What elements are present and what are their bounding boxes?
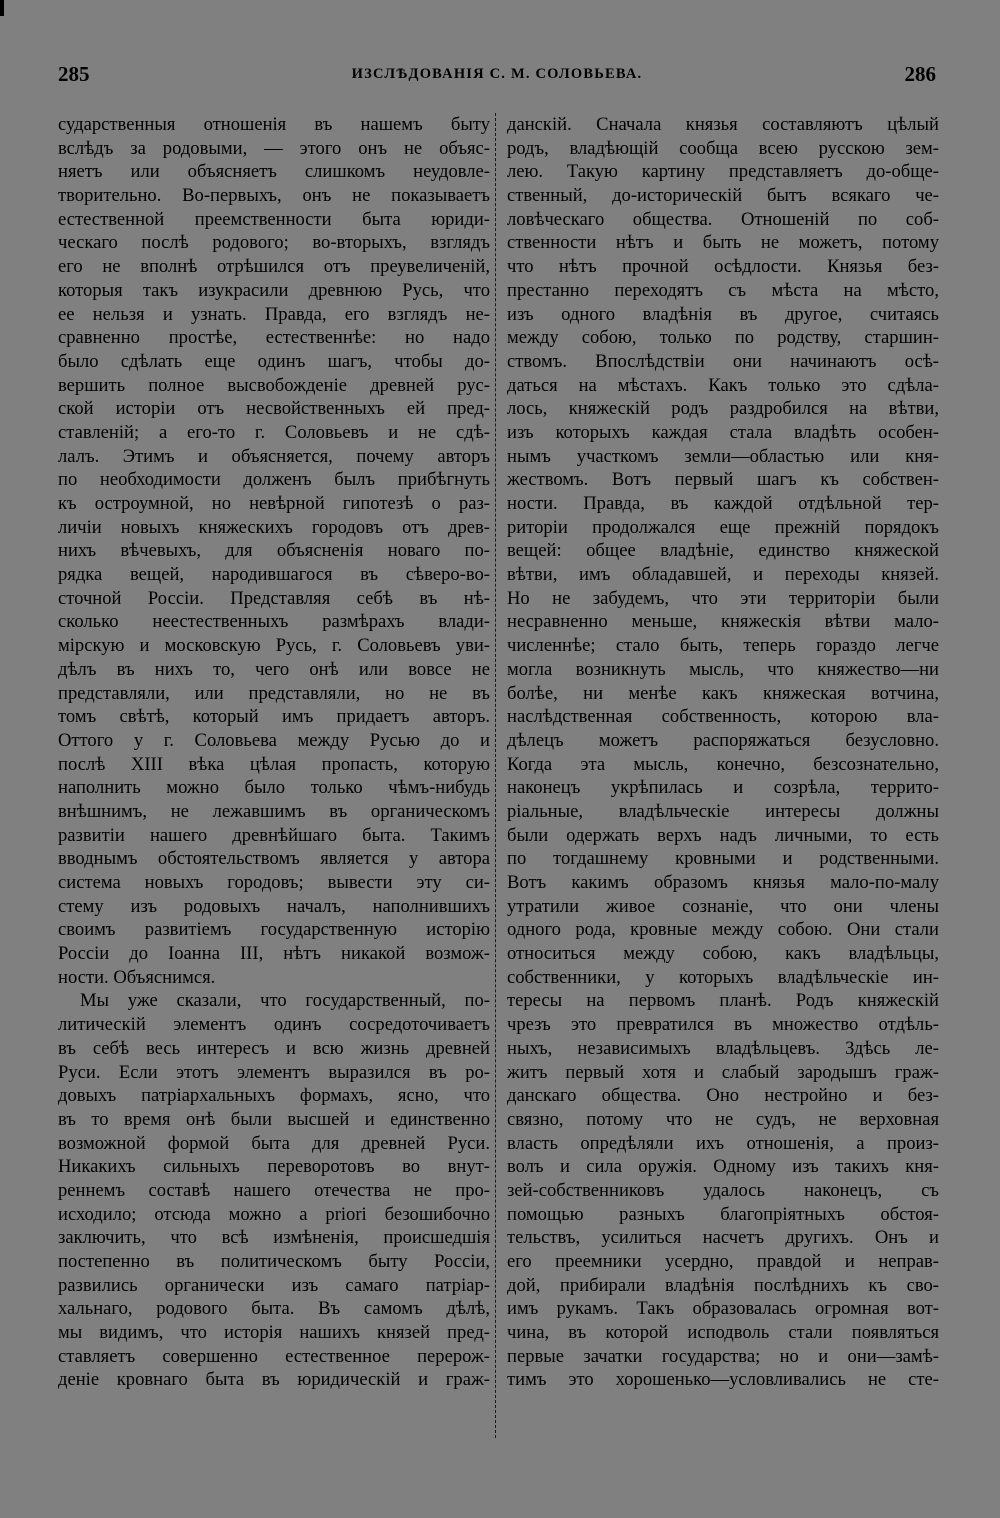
text-line: рядка вещей, народившагося въ сѣверо-во-	[58, 564, 490, 586]
text-line: Вотъ какимъ образомъ князья мало-по-малу	[507, 872, 939, 893]
text-line: родъ, владѣющій сообща всею русскою зем-	[507, 137, 939, 159]
text-line: дой, прибирали владѣнія послѣднихъ къ сво-	[507, 1274, 939, 1296]
text-line: вещей: общее владѣніе, единство княжеской	[507, 540, 939, 562]
text-line: Но не забудемъ, что эти территоріи были	[507, 587, 939, 609]
text-line: своимъ развитіемъ государственную исторію	[58, 919, 490, 941]
text-line: мірскую и московскую Русь, г. Соловьевъ уви-	[58, 635, 490, 657]
page-number-right: 286	[904, 62, 936, 86]
text-line: ставляетъ совершенно естественное перерож-	[58, 1345, 490, 1367]
text-line: Когда эта мысль, конечно, безсознательно,	[507, 753, 939, 775]
text-line: относиться между собою, какъ владѣльцы,	[507, 943, 939, 965]
text-line: болѣе, ни менѣе какъ княжеская вотчина,	[507, 682, 939, 704]
text-line: сточной Россіи. Представляя себѣ въ нѣ-	[58, 587, 490, 609]
text-line: изъ которыхъ каждая стала владѣть особен-	[507, 421, 939, 443]
text-line: тересы на первомъ планѣ. Родъ княжескій	[507, 990, 939, 1012]
column-divider	[495, 113, 496, 1438]
text-line: сударственныя отношенія въ нашемъ быту	[58, 114, 490, 135]
text-line: нихъ вѣчевыхъ, для объясненія новаго по-	[58, 540, 490, 562]
text-line: нымъ участкомъ земли—областью или кня-	[507, 445, 939, 467]
text-line: ставленій; а его-то г. Соловьевъ и не сдѣ-	[58, 421, 490, 443]
text-line: ственности нѣтъ и быть не можетъ, потому	[507, 232, 939, 254]
text-line: ловѣческаго общества. Отношеній по соб-	[507, 208, 939, 230]
text-line: было сдѣлать еще одинъ шагъ, чтобы до-	[58, 350, 490, 372]
text-line: литическій элементъ одинъ сосредоточиваетъ	[58, 1014, 490, 1036]
text-line: Мы уже сказали, что государственный, по-	[80, 990, 490, 1012]
text-line: ской исторіи отъ несвойственныхъ ей пред-	[58, 398, 490, 420]
text-line: изъ одного владѣнія въ другое, считаясь	[507, 303, 939, 325]
text-line: зей-собственниковъ удалось наконецъ, съ	[507, 1179, 939, 1201]
text-line: наконецъ укрѣпилась и созрѣла, террито-	[507, 777, 939, 799]
text-line: довыхъ патріархальныхъ формахъ, ясно, что	[58, 1085, 490, 1107]
text-line: что нѣтъ прочной осѣдлости. Князья без-	[507, 256, 939, 278]
text-line: были одержать верхъ надъ личными, то есть	[507, 824, 939, 846]
text-line: дѣлъ въ нихъ то, чего онѣ или вовсе не	[58, 658, 490, 680]
text-line: между собою, только по родству, старшин-	[507, 327, 939, 349]
text-line: въ себѣ весь интересъ и всю жизнь древней	[58, 1037, 490, 1059]
text-line: ственный, до-историческій бытъ всякаго че-	[507, 185, 939, 207]
text-line: хальнаго, родового быта. Въ самомъ дѣлѣ,	[58, 1298, 490, 1320]
text-line: чрезъ это превратился въ множество отдѣль-	[507, 1014, 939, 1036]
text-line: сколько неестественныхъ размѣрахъ влади-	[58, 611, 490, 633]
text-line: реннемъ составѣ нашего отечества не про-	[58, 1179, 490, 1201]
text-line: дѣлецъ можетъ распоряжаться безусловно.	[507, 729, 939, 751]
text-line: имъ рукамъ. Такъ образовалась огромная вот-	[507, 1298, 939, 1320]
text-line: лось, княжескій родъ раздробился на вѣтви,	[507, 398, 939, 420]
left-text-column	[58, 113, 490, 1392]
text-line: тельствъ, усилиться насчетъ другихъ. Онъ и	[507, 1227, 939, 1249]
text-line: представляли, или представляли, но не въ	[58, 682, 490, 704]
text-line: наполнить можно было только чѣмъ-нибудь	[58, 777, 490, 799]
text-line: система новыхъ городовъ; вывести эту си-	[58, 872, 490, 893]
text-line: постепенно въ политическомъ быту Россіи,	[58, 1251, 490, 1272]
text-line: Оттого у г. Соловьева между Русью до и	[58, 729, 490, 751]
text-line: ее нельзя и узнать. Правда, его взглядъ не-	[58, 303, 490, 325]
text-line: вслѣдъ за родовыми, — этого онъ не объяс-	[58, 137, 490, 159]
scan-edge-mark	[0, 0, 4, 16]
text-line: его преемники усердно, правдой и неправ-	[507, 1251, 939, 1272]
text-line: вѣтви, имъ обладавшей, и переходы князей.	[507, 564, 939, 586]
text-line: стему изъ родовыхъ началъ, наполнившихъ	[58, 895, 490, 917]
text-line: риторіи продолжался еще прежній порядокъ	[507, 516, 939, 538]
text-line: численнѣе; стало быть, теперь гораздо легче	[507, 635, 939, 657]
text-line: его не вполнѣ отрѣшился отъ преувеличеній,	[58, 256, 490, 278]
text-line: собственники, у которыхъ владѣльческіе ин-	[507, 966, 939, 988]
text-line: развитіи нашего древнѣйшаго быта. Такимъ	[58, 824, 490, 846]
text-line: власть опредѣляли ихъ отношенія, а произ-	[507, 1132, 939, 1154]
page-header	[58, 62, 936, 92]
text-line: къ остроумной, но невѣрной гипотезѣ о раз-	[58, 493, 490, 514]
text-line: данскій. Сначала князья составляютъ цѣлый	[507, 114, 939, 135]
text-line: по необходимости долженъ былъ прибѣгнуть	[58, 469, 490, 491]
text-line: по тогдашнему кровными и родственными.	[507, 848, 939, 870]
text-line: возможной формой быта для древней Руси.	[58, 1132, 490, 1154]
text-line: Руси. Если этотъ элементъ выразился въ ро-	[58, 1061, 490, 1083]
text-line: утратили живое сознаніе, что они члены	[507, 895, 939, 917]
text-line: жествомъ. Вотъ первый шагъ къ собствен-	[507, 469, 939, 491]
text-line: ности. Правда, въ каждой отдѣльной тер-	[507, 493, 939, 514]
text-line: няетъ или объясняетъ слишкомъ неудовле-	[58, 161, 490, 183]
text-line: исходило; отсюда можно а priori безошибочно	[58, 1203, 490, 1225]
page-number-left: 285	[58, 62, 90, 86]
text-line: лею. Такую картину представляетъ до-обще-	[507, 161, 939, 183]
text-line: могла возникнуть мысль, что княжество—ни	[507, 658, 939, 680]
text-line: Россіи до Іоанна III, нѣтъ никакой возмож-	[58, 943, 490, 965]
text-line: одного рода, кровные между собою. Они стали	[507, 919, 939, 941]
text-line: несравненно меньше, княжескія вѣтви мало-	[507, 611, 939, 633]
text-line: въ то время онѣ были высшей и единственно	[58, 1108, 490, 1130]
text-line: сравненно простѣе, естественнѣе: но надо	[58, 327, 490, 349]
text-line: лалъ. Этимъ и объясняется, почему авторъ	[58, 445, 490, 467]
text-line: даться на мѣстахъ. Какъ только это сдѣла-	[507, 374, 939, 396]
text-line: ческаго послѣ родового; во-вторыхъ, взглядъ	[58, 232, 490, 254]
text-line: ріальные, владѣльческіе интересы должны	[507, 800, 939, 822]
text-line: житъ первый хотя и слабый зародышъ граж-	[507, 1061, 939, 1083]
text-line: ныхъ, независимыхъ владѣльцевъ. Здѣсь ле-	[507, 1037, 939, 1059]
text-line: помощью разныхъ благопріятныхъ обстоя-	[507, 1203, 939, 1225]
text-line: наслѣдственная собственность, которою вла-	[507, 706, 939, 728]
text-line: послѣ XIII вѣка цѣлая пропасть, которую	[58, 753, 490, 775]
text-line: связно, потому что не судъ, не верховная	[507, 1108, 939, 1130]
text-line: мы видимъ, что исторія нашихъ князей пред-	[58, 1322, 490, 1344]
text-line: естественной преемственности быта юриди-	[58, 208, 490, 230]
text-line: первые зачатки государства; но и они—замѣ-	[507, 1345, 939, 1367]
right-text-column	[507, 113, 939, 1392]
text-line: которыя такъ изукрасили древнюю Русь, что	[58, 279, 490, 301]
text-line: вершить полное высвобожденіе древней рус-	[58, 374, 490, 396]
text-line: томъ свѣтѣ, который имъ придаетъ авторъ.	[58, 706, 490, 728]
text-line: развились органически изъ самаго патріар-	[58, 1274, 490, 1296]
text-line: волъ и сила оружія. Одному изъ такихъ кня-	[507, 1156, 939, 1178]
text-line: ности. Объяснимся.	[58, 966, 216, 988]
text-line: личіи новыхъ княжескихъ городовъ отъ древ-	[58, 516, 490, 538]
text-line: ствомъ. Впослѣдствіи они начинаютъ осѣ-	[507, 350, 939, 372]
text-line: деніе кровнаго быта въ юридическій и граж-	[58, 1369, 490, 1391]
text-line: вводнымъ обстоятельствомъ является у автора	[58, 848, 490, 870]
text-line: данскаго общества. Оно нестройно и без-	[507, 1085, 939, 1107]
text-line: заключить, что всѣ измѣненія, происшедшія	[58, 1227, 490, 1249]
text-line: престанно переходятъ съ мѣста на мѣсто,	[507, 279, 939, 301]
text-line: тимъ это хорошенько—условливались не сте-	[507, 1369, 939, 1391]
text-line: творительно. Во-первыхъ, онъ не показываетъ	[58, 185, 490, 207]
text-line: чина, въ которой исподволь стали появляться	[507, 1322, 939, 1344]
running-title: ИЗСЛѢДОВАНІЯ С. М. СОЛОВЬЕВА.	[351, 66, 643, 82]
text-line: Никакихъ сильныхъ переворотовъ во внут-	[58, 1156, 490, 1178]
text-line: внѣшнимъ, не лежавшимъ въ органическомъ	[58, 800, 490, 822]
